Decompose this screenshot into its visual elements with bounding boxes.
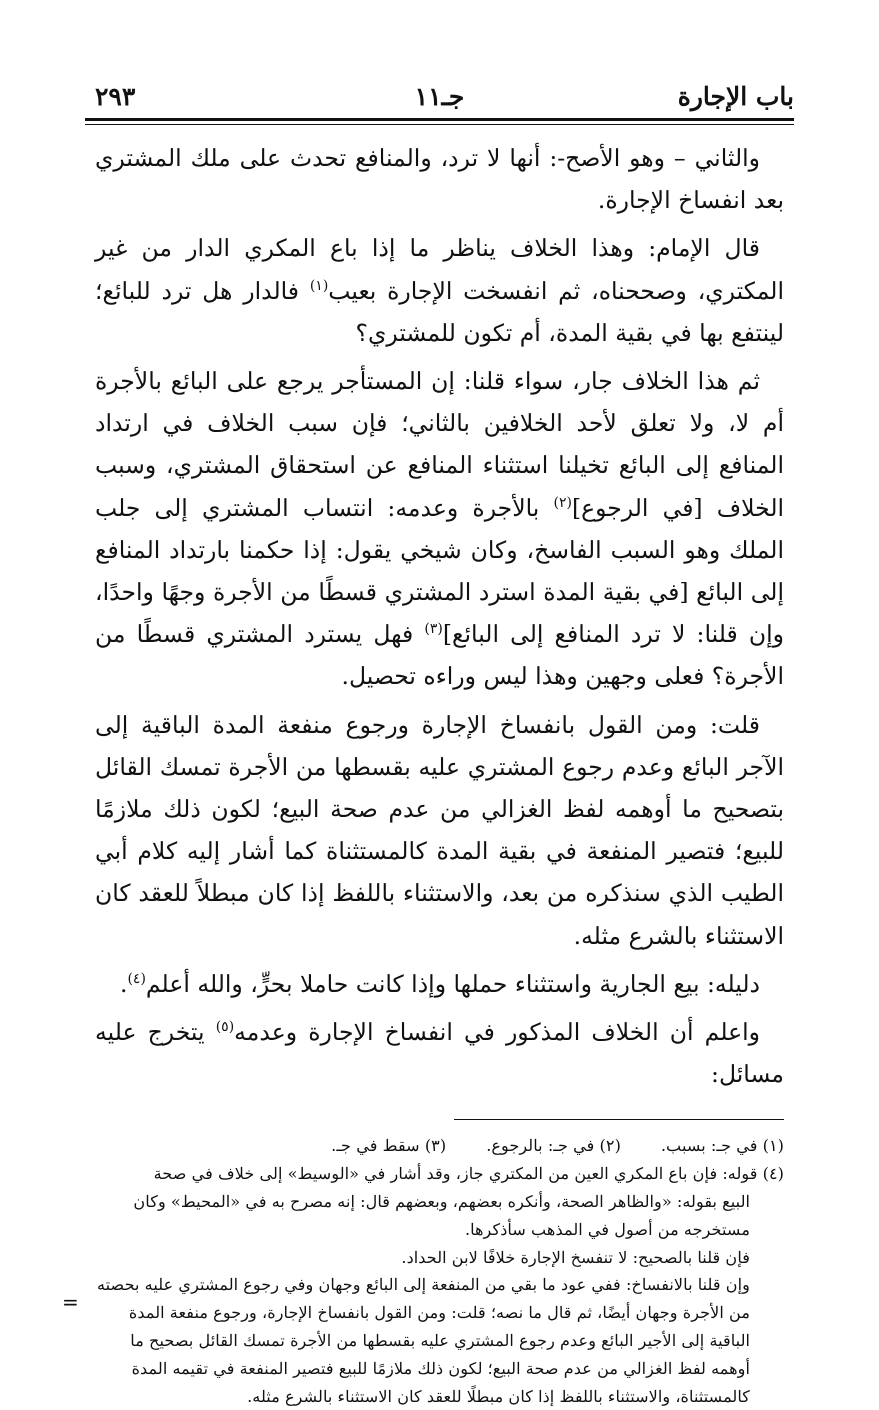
note-ref: (٣) xyxy=(424,621,443,638)
footnote-4-line: من الأجرة وجهان أيضًا، ثم قال ما نصه؛ قلت: ومن القول بانفساخ الإجارة، ورجوع منفعة المدة xyxy=(128,1303,750,1323)
paragraph: والثاني – وهو الأصح-: أنها لا ترد، والمنافع تحدث على ملك المشتري بعد انفساخ الإجارة. xyxy=(95,144,784,215)
footnote-4-line: (٤) قوله: فإن باع المكري العين من المكتري جاز، وقد أشار في «الوسيط» إلى خلاف في صحة xyxy=(153,1164,784,1184)
note-ref: (٥) xyxy=(215,1019,235,1036)
paragraph: قال الإمام: وهذا الخلاف يناظر ما إذا باع المكري الدار من غير المكتري، وصححناه، ثم انفسخت الإجارة بعيب$^{(١)}$ فالدار هل ترد للبائع؛ لينتفع بها في بقية المدة، أم تكون للمشتري؟ xyxy=(95,234,784,347)
paragraph: ثم هذا الخلاف جار، سواء قلنا: إن المستأجر يرجع على البائع بالأجرة أم لا، ولا تعلق لأحد الخلافين بالثاني؛ فإن سبب الخلاف في ارتداد المنافع إلى البائع تخيلنا استثناء المنافع عن استحقاق المشتري، وسبب الخلاف [في الرجوع]$^{(٢)}$ بالأجرة وعدمه: انتساب المشتري إلى جلب الملك وهو السبب الفاسخ، وكان شيخي يقول: إذا حكمنا بارتداد المنافع إلى البائع [في بقية المدة استرد المشتري قسطًا من الأجرة وجهًا واحدًا، وإن قلنا: لا ترد المنافع إلى البائع]$^{(٣)}$ فهل يسترد المشتري قسطًا من الأجرة؟ فعلى وجهين وهذا ليس وراءه تحصيل. xyxy=(95,367,785,691)
footnotes xyxy=(95,1132,784,1410)
footnote-2: (٢) في جـ: بالرجوع. xyxy=(486,1136,621,1156)
footnote-4-line: مستخرجه من أصول في المذهب سأذكرها. xyxy=(464,1219,750,1239)
continuation-mark: = xyxy=(62,1290,79,1314)
paragraph: قلت: ومن القول بانفساخ الإجارة ورجوع منفعة المدة الباقية إلى الآجر البائع وعدم رجوع المشتري عليه بقسطها من الأجرة تمسك القائل بتصحيح ما أوهمه لفظ الغزالي من عدم صحة البيع؛ لكون ذلك ملازمًا للبيع؛ فتصير المنفعة في بقية المدة كالمستثناة كما أشار إليه كلام أبي الطيب الذي سنذكره من بعد، والاستثناء باللفظ إذا كان مبطلاً للعقد كان الاستثناء بالشرع مثله. xyxy=(95,710,784,950)
footnote-row xyxy=(95,1132,784,1160)
footnote-4-line: أوهمه لفظ الغزالي من عدم صحة البيع؛ لكون ذلك ملازمًا للبيع فتصير المنفعة في تقيمه المدة xyxy=(131,1358,750,1378)
volume-label: جـ١١ xyxy=(414,82,465,111)
footnote-separator xyxy=(454,1119,784,1120)
chapter-title: باب الإجارة xyxy=(677,82,794,111)
note-ref: (٢) xyxy=(553,494,572,511)
note-ref: (١) xyxy=(309,277,329,294)
note-ref: (٤) xyxy=(127,971,146,988)
footnote-4-line: الباقية إلى الأجير البائع وعدم رجوع المشتري عليه بقسطها من الأجرة تمسك القائل بصحيح ما xyxy=(130,1331,750,1351)
footnote-1: (١) في جـ: بسبب. xyxy=(660,1136,784,1156)
page-header xyxy=(55,72,824,112)
header-rule-thin xyxy=(85,124,794,125)
footnote-4-line: البيع بقوله: «والظاهر الصحة، وأنكره بعضهم، وبعضهم قال: إنه مصرح به في «المحيط» وكان xyxy=(133,1192,750,1212)
page-number: ٢٩٣ xyxy=(95,82,136,111)
footnote-4-line: فإن قلنا بالصحيح: لا تنفسخ الإجارة خلافًا لابن الحداد. xyxy=(401,1247,750,1267)
paragraph: دليله: بيع الجارية واستثناء حملها وإذا كانت حاملا بحرٍّ، والله أعلم$^{(٤)}$. xyxy=(119,969,760,998)
footnote-3: (٣) سقط في جـ. xyxy=(331,1136,447,1156)
header-rule-thick xyxy=(85,118,794,121)
footnote-4-line: وإن قلنا بالانفساخ: ففي عود ما بقي من المنفعة إلى البائع وجهان وفي رجوع المشتري عليه بحصته xyxy=(96,1275,750,1295)
paragraph: واعلم أن الخلاف المذكور في انفساخ الإجارة وعدمه$^{(٥)}$ يتخرج عليه مسائل: xyxy=(95,1018,784,1089)
main-text xyxy=(95,137,784,1095)
footnote-4-line: كالمستثناة، والاستثناء باللفظ إذا كان مبطلًا للعقد كان الاستثناء بالشرع مثله. xyxy=(247,1386,750,1406)
